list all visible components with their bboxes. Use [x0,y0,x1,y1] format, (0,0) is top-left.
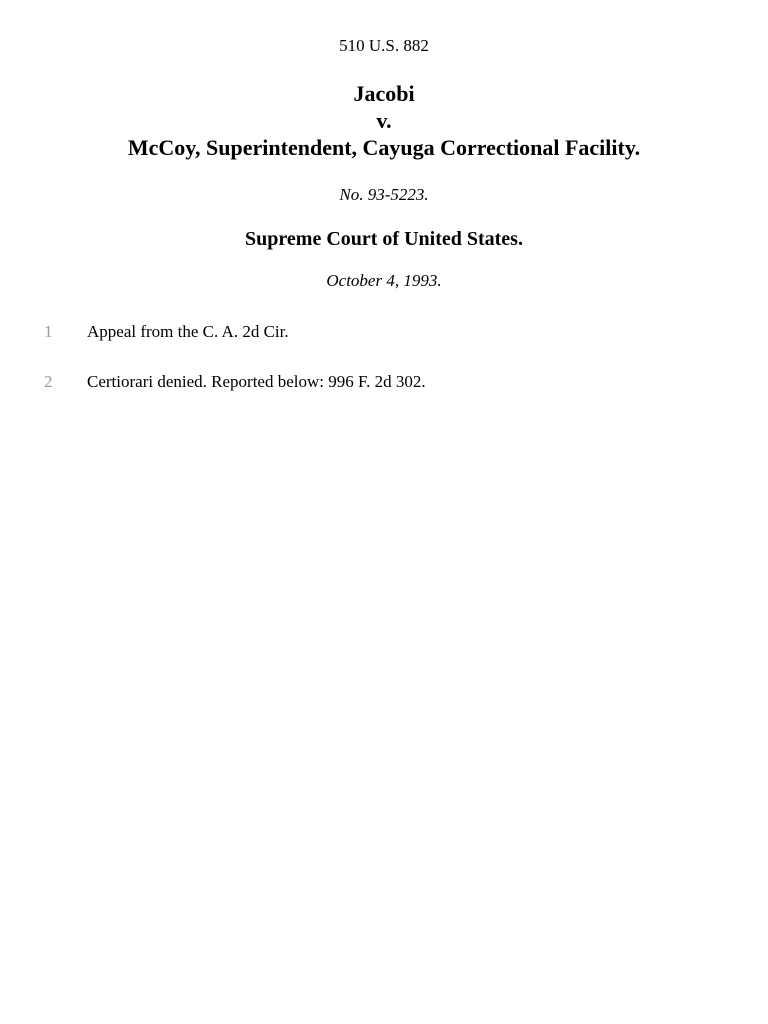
paragraph-text: Certiorari denied. Reported below: 996 F. 2d 302. [87,372,426,391]
respondent-name: McCoy, Superintendent, Cayuga Correctional Facility. [127,135,641,160]
paragraph-number: 1 [44,322,53,341]
paragraph-number: 2 [44,372,53,391]
case-citation: 510 U.S. 882 [339,36,429,55]
court-name: Supreme Court of United States. [245,228,523,250]
versus-label: v. [376,108,392,133]
petitioner-name: Jacobi [353,81,415,106]
decision-date: October 4, 1993. [326,271,442,290]
case-title [0,80,768,161]
paragraph-text: Appeal from the C. A. 2d Cir. [87,322,289,341]
docket-number: No. 93-5223. [339,185,429,204]
